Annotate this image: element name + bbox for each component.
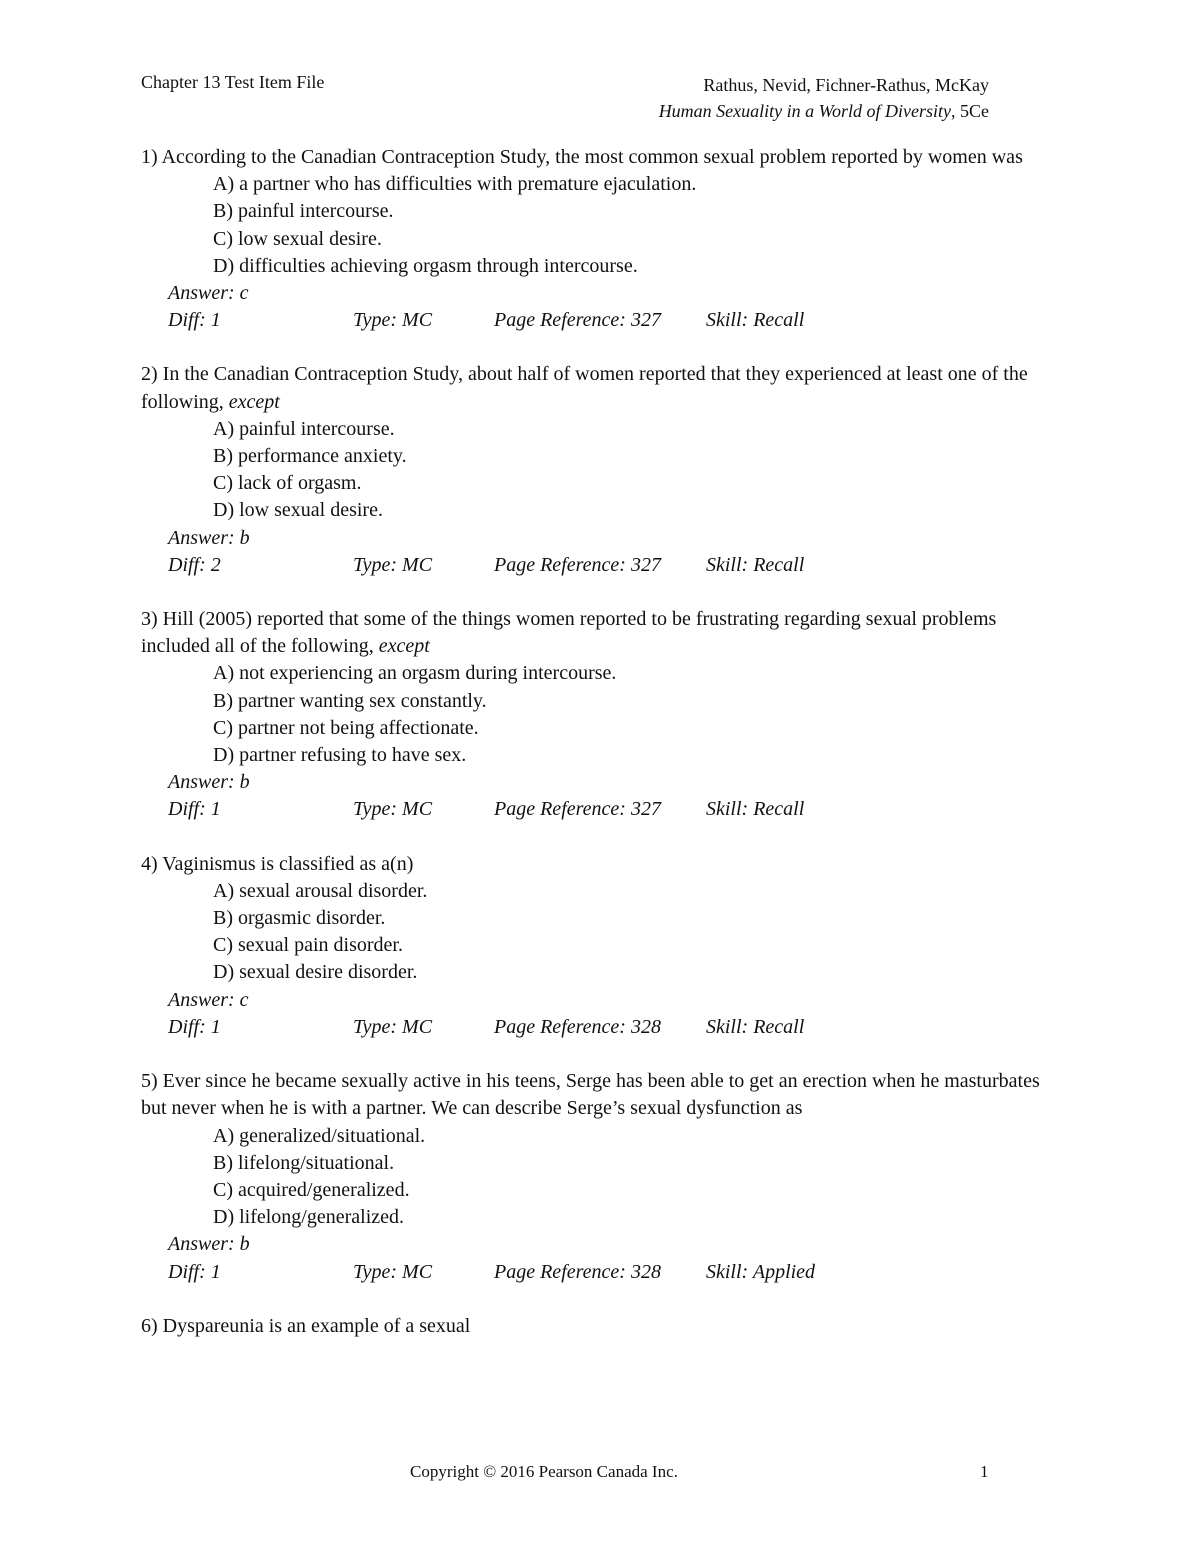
option-b: B) performance anxiety. [213,445,407,468]
answer-key: Answer: b [168,771,250,794]
question-stem [141,144,1061,171]
meta-type: Type: MC [353,1260,433,1283]
meta-difficulty: Diff: 1 [168,1260,221,1283]
option-d: D) sexual desire disorder. [213,961,418,984]
option-d: D) low sexual desire. [213,499,383,522]
question-stem-text: 5) Ever since he became sexually active in his teens, Serge has been able to get an erection when he masturbates but never when he is with a partner. We can describe Serge’s sexual dysfunction as [141,1070,1040,1120]
question-5 [141,1068,1061,1286]
option-c: C) low sexual desire. [213,227,382,250]
answer-key: Answer: b [168,526,250,549]
option-a: A) sexual arousal disorder. [213,879,428,902]
question-2 [141,361,1061,579]
question-meta [141,307,1061,334]
option-c: C) lack of orgasm. [213,472,362,495]
meta-type: Type: MC [353,1015,433,1038]
meta-page-reference: Page Reference: 328 [494,1260,661,1283]
footer-page-number: 1 [980,1462,989,1481]
question-meta [141,552,1061,579]
header-authors: Rathus, Nevid, Fichner-Rathus, McKay [703,75,989,95]
question-stem [141,851,1061,878]
meta-page-reference: Page Reference: 327 [494,309,661,332]
option-c: C) acquired/generalized. [213,1178,410,1201]
option-d: D) partner refusing to have sex. [213,744,467,767]
question-list [141,144,1061,1367]
option-a: A) not experiencing an orgasm during intercourse. [213,662,617,685]
option-b: B) orgasmic disorder. [213,907,386,930]
question-meta [141,1259,1061,1286]
question-stem-text: 4) Vaginismus is classified as a(n) [141,852,414,875]
answer-key: Answer: c [168,282,249,305]
option-a: A) generalized/situational. [213,1124,426,1147]
footer-copyright: Copyright © 2016 Pearson Canada Inc. [410,1462,678,1481]
meta-page-reference: Page Reference: 327 [494,553,661,576]
option-d: D) lifelong/generalized. [213,1206,405,1229]
meta-page-reference: Page Reference: 327 [494,798,661,821]
meta-page-reference: Page Reference: 328 [494,1015,661,1038]
meta-difficulty: Diff: 1 [168,1015,221,1038]
question-stem-text: 6) Dyspareunia is an example of a sexual [141,1314,471,1337]
question-stem-italic: except [228,390,280,413]
option-d: D) difficulties achieving orgasm through intercourse. [213,254,638,277]
meta-difficulty: Diff: 1 [168,798,221,821]
header-citation [659,72,989,124]
question-stem-italic: except [378,635,430,658]
question-6 [141,1313,1061,1340]
header-chapter: Chapter 13 Test Item File [141,72,325,92]
question-stem-text: 1) According to the Canadian Contraception Study, the most common sexual problem reported by women was [141,146,1023,168]
answer-key: Answer: c [168,988,249,1011]
question-stem [141,361,1061,415]
question-stem [141,606,1061,660]
meta-skill: Skill: Recall [706,1015,805,1038]
option-b: B) partner wanting sex constantly. [213,689,487,712]
meta-skill: Skill: Recall [706,309,805,332]
meta-difficulty: Diff: 1 [168,309,221,332]
question-3 [141,606,1061,824]
header-book-title: Human Sexuality in a World of Diversity [658,101,951,121]
option-c: C) partner not being affectionate. [213,716,479,739]
question-4 [141,851,1061,1041]
header-book [659,98,989,124]
meta-type: Type: MC [353,798,433,821]
question-stem [141,1068,1061,1122]
option-a: A) a partner who has difficulties with premature ejaculation. [213,173,697,196]
meta-type: Type: MC [353,309,433,332]
header-edition: , 5Ce [951,101,989,121]
meta-skill: Skill: Recall [706,553,805,576]
meta-skill: Skill: Applied [706,1260,816,1283]
question-1 [141,144,1061,334]
meta-type: Type: MC [353,553,433,576]
question-meta [141,796,1061,823]
option-b: B) painful intercourse. [213,200,394,223]
meta-skill: Skill: Recall [706,798,805,821]
question-stem [141,1313,1061,1340]
question-stem-text: 3) Hill (2005) reported that some of the things women reported to be frustrating regarding sexual problems included all of the following, [141,608,997,658]
meta-difficulty: Diff: 2 [168,553,221,576]
option-c: C) sexual pain disorder. [213,934,403,957]
question-stem-text: 2) In the Canadian Contraception Study, about half of women reported that they experienced at least one of the following, [141,363,1028,413]
answer-key: Answer: b [168,1233,250,1256]
question-meta [141,1014,1061,1041]
option-a: A) painful intercourse. [213,417,395,440]
option-b: B) lifelong/situational. [213,1151,395,1174]
